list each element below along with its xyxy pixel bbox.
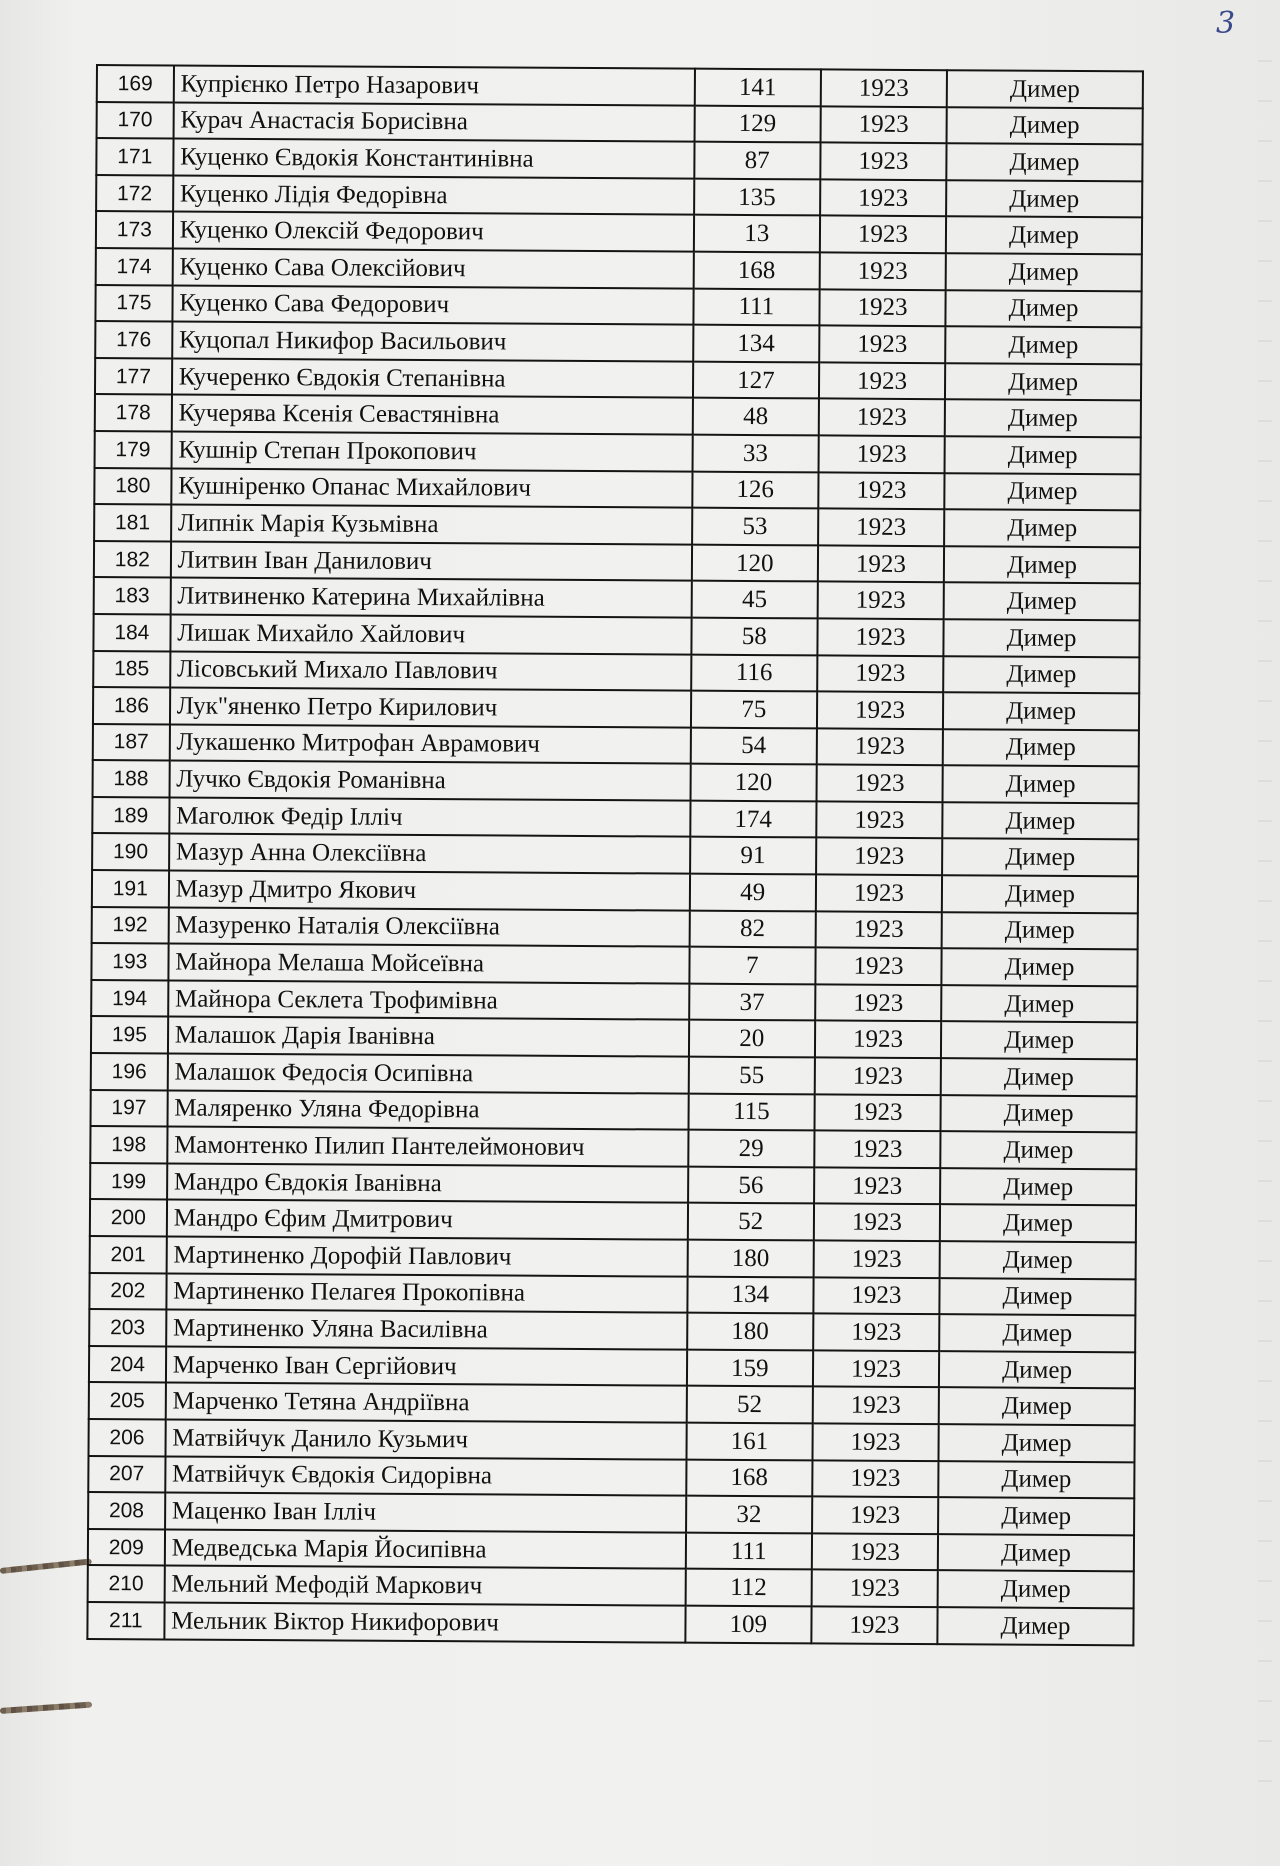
person-name-cell: Кушнір Степан Прокопович: [171, 431, 692, 471]
row-number-cell: 196: [91, 1053, 168, 1090]
row-number-cell: 208: [88, 1492, 165, 1529]
house-number-cell: 168: [686, 1459, 812, 1496]
village-cell: Димер: [943, 656, 1139, 694]
table-row: [90, 1126, 1136, 1169]
village-cell: Димер: [940, 1241, 1136, 1279]
year-cell: 1923: [811, 1606, 937, 1643]
table-row: [89, 1309, 1135, 1352]
person-name-cell: Куценко Лідія Федорівна: [173, 175, 694, 215]
table-row: [96, 138, 1142, 181]
year-cell: 1923: [814, 1094, 940, 1131]
table-row: [94, 468, 1140, 511]
table-row: [91, 1053, 1137, 1096]
year-cell: 1923: [821, 69, 947, 106]
table-row: [91, 1016, 1137, 1059]
person-name-cell: Мамонтенко Пилип Пантелеймонович: [167, 1127, 688, 1167]
village-cell: Димер: [943, 692, 1139, 730]
row-number-cell: 204: [89, 1346, 166, 1383]
house-number-cell: 135: [694, 178, 820, 215]
person-name-cell: Куценко Євдокія Константинівна: [173, 139, 694, 179]
village-cell: Димер: [937, 1607, 1133, 1645]
person-name-cell: Лукашенко Митрофан Аврамович: [169, 724, 690, 764]
person-name-cell: Литвин Іван Данилович: [171, 541, 692, 581]
row-number-cell: 175: [95, 285, 172, 322]
village-cell: Димер: [947, 70, 1143, 108]
house-number-cell: 58: [691, 618, 817, 655]
house-number-cell: 91: [690, 837, 816, 874]
year-cell: 1923: [816, 765, 942, 802]
person-name-cell: Маценко Іван Ілліч: [165, 1493, 686, 1533]
year-cell: 1923: [816, 838, 942, 875]
person-name-cell: Липнік Марія Кузьмівна: [171, 505, 692, 545]
person-name-cell: Кушніренко Опанас Михайлович: [171, 468, 692, 508]
table-row: [89, 1273, 1135, 1316]
table-row: [88, 1456, 1134, 1499]
year-cell: 1923: [816, 911, 942, 948]
table-row: [97, 102, 1143, 145]
village-cell: Димер: [945, 400, 1141, 438]
house-number-cell: 120: [692, 544, 818, 581]
person-name-cell: Марченко Тетяна Андріївна: [165, 1383, 686, 1423]
table-row: [95, 285, 1141, 328]
village-cell: Димер: [940, 1205, 1136, 1243]
house-number-cell: 87: [694, 142, 820, 179]
house-number-cell: 29: [688, 1130, 814, 1167]
table-row: [94, 577, 1140, 620]
house-number-cell: 161: [686, 1423, 812, 1460]
year-cell: 1923: [812, 1533, 938, 1570]
show-through-shading: [1258, 60, 1272, 1810]
row-number-cell: 194: [91, 980, 168, 1017]
house-number-cell: 109: [685, 1606, 811, 1643]
table-row: [95, 394, 1141, 437]
house-number-cell: 54: [690, 727, 816, 764]
village-cell: Димер: [945, 326, 1141, 364]
table-row: [93, 614, 1139, 657]
village-cell: Димер: [944, 583, 1140, 621]
row-number-cell: 188: [93, 760, 170, 797]
village-cell: Димер: [942, 802, 1138, 840]
year-cell: 1923: [820, 252, 946, 289]
binding-thread: [0, 1702, 92, 1714]
house-number-cell: 7: [689, 947, 815, 984]
house-number-cell: 180: [687, 1240, 813, 1277]
village-cell: Димер: [942, 839, 1138, 877]
year-cell: 1923: [817, 655, 943, 692]
person-name-cell: Маляренко Уляна Федорівна: [167, 1090, 688, 1130]
row-number-cell: 181: [94, 504, 171, 541]
house-number-cell: 52: [686, 1386, 812, 1423]
village-cell: Димер: [939, 1388, 1135, 1426]
row-number-cell: 191: [92, 870, 169, 907]
house-number-cell: 37: [689, 983, 815, 1020]
person-name-cell: Майнора Секлета Трофимівна: [168, 980, 689, 1020]
house-number-cell: 111: [693, 288, 819, 325]
person-name-cell: Мартиненко Уляна Василівна: [166, 1310, 687, 1350]
village-cell: Димер: [946, 143, 1142, 181]
row-number-cell: 193: [91, 943, 168, 980]
house-number-cell: 56: [688, 1166, 814, 1203]
village-cell: Димер: [943, 729, 1139, 767]
person-name-cell: Мандро Євдокія Іванівна: [167, 1163, 688, 1203]
year-cell: 1923: [813, 1240, 939, 1277]
row-number-cell: 179: [95, 431, 172, 468]
year-cell: 1923: [817, 618, 943, 655]
year-cell: 1923: [817, 692, 943, 729]
person-name-cell: Мандро Єфим Дмитрович: [167, 1200, 688, 1240]
table-row: [94, 504, 1140, 547]
house-number-cell: 45: [691, 581, 817, 618]
house-number-cell: 129: [694, 105, 820, 142]
year-cell: 1923: [815, 984, 941, 1021]
house-number-cell: 115: [688, 1093, 814, 1130]
row-number-cell: 190: [92, 833, 169, 870]
house-number-cell: 52: [688, 1203, 814, 1240]
row-number-cell: 210: [88, 1565, 165, 1602]
table-row: [92, 797, 1138, 840]
year-cell: 1923: [820, 143, 946, 180]
row-number-cell: 173: [96, 211, 173, 248]
year-cell: 1923: [812, 1460, 938, 1497]
village-cell: Димер: [938, 1571, 1134, 1609]
village-cell: Димер: [941, 1095, 1137, 1133]
house-number-cell: 13: [694, 215, 820, 252]
table-row: [97, 65, 1143, 108]
table-row: [91, 1090, 1137, 1133]
person-name-cell: Куцопал Никифор Васильович: [172, 322, 693, 362]
house-number-cell: 20: [689, 1020, 815, 1057]
house-number-cell: 141: [694, 69, 820, 106]
person-name-cell: Маголюк Федір Ілліч: [169, 797, 690, 837]
person-name-cell: Литвиненко Катерина Михайлівна: [170, 578, 691, 618]
village-cell: Димер: [938, 1461, 1134, 1499]
year-cell: 1923: [818, 545, 944, 582]
year-cell: 1923: [814, 1131, 940, 1168]
table-row: [87, 1602, 1133, 1645]
house-number-cell: 82: [689, 910, 815, 947]
year-cell: 1923: [819, 362, 945, 399]
table-row: [92, 907, 1138, 950]
village-cell: Димер: [942, 912, 1138, 950]
year-cell: 1923: [815, 948, 941, 985]
person-name-cell: Матвійчук Євдокія Сидорівна: [165, 1456, 686, 1496]
row-number-cell: 182: [94, 541, 171, 578]
row-number-cell: 203: [89, 1309, 166, 1346]
person-name-cell: Лісовський Михало Павлович: [170, 651, 691, 691]
row-number-cell: 187: [93, 724, 170, 761]
table-row: [88, 1492, 1134, 1535]
village-cell: Димер: [941, 1058, 1137, 1096]
village-cell: Димер: [945, 363, 1141, 401]
house-number-cell: 127: [693, 361, 819, 398]
person-name-cell: Куценко Сава Федорович: [172, 285, 693, 325]
table-row: [91, 943, 1137, 986]
village-cell: Димер: [940, 1131, 1136, 1169]
row-number-cell: 178: [95, 394, 172, 431]
row-number-cell: 200: [90, 1199, 167, 1236]
village-cell: Димер: [946, 217, 1142, 255]
house-number-cell: 111: [686, 1532, 812, 1569]
person-name-cell: Лишак Михайло Хайлович: [170, 614, 691, 654]
house-number-cell: 32: [686, 1496, 812, 1533]
row-number-cell: 195: [91, 1016, 168, 1053]
village-cell: Димер: [940, 1168, 1136, 1206]
table-row: [90, 1199, 1136, 1242]
row-number-cell: 180: [94, 468, 171, 505]
row-number-cell: 211: [87, 1602, 164, 1639]
year-cell: 1923: [814, 1167, 940, 1204]
table-row: [96, 211, 1142, 254]
year-cell: 1923: [819, 326, 945, 363]
table-row: [94, 541, 1140, 584]
row-number-cell: 183: [94, 577, 171, 614]
village-cell: Димер: [943, 765, 1139, 803]
person-name-cell: Лук"яненко Петро Кирилович: [170, 688, 691, 728]
year-cell: 1923: [812, 1423, 938, 1460]
person-name-cell: Лучко Євдокія Романівна: [169, 761, 690, 801]
row-number-cell: 201: [90, 1236, 167, 1273]
house-number-cell: 116: [691, 654, 817, 691]
row-number-cell: 174: [96, 248, 173, 285]
house-number-cell: 55: [688, 1057, 814, 1094]
table-row: [89, 1346, 1135, 1389]
village-cell: Димер: [947, 107, 1143, 145]
year-cell: 1923: [811, 1570, 937, 1607]
year-cell: 1923: [813, 1387, 939, 1424]
person-name-cell: Курач Анастасія Борисівна: [173, 102, 694, 142]
table-row: [95, 431, 1141, 474]
row-number-cell: 172: [96, 175, 173, 212]
row-number-cell: 192: [92, 907, 169, 944]
year-cell: 1923: [818, 472, 944, 509]
person-name-cell: Куценко Олексій Федорович: [173, 212, 694, 252]
table-row: [88, 1565, 1134, 1608]
table-row: [90, 1163, 1136, 1206]
year-cell: 1923: [813, 1314, 939, 1351]
person-name-cell: Медведська Марія Йосипівна: [165, 1529, 686, 1569]
house-number-cell: 134: [693, 325, 819, 362]
house-number-cell: 126: [692, 471, 818, 508]
village-cell: Димер: [941, 1022, 1137, 1060]
row-number-cell: 209: [88, 1529, 165, 1566]
table-row: [88, 1529, 1134, 1572]
village-cell: Димер: [939, 1278, 1135, 1316]
table-row: [95, 321, 1141, 364]
table-row: [96, 175, 1142, 218]
year-cell: 1923: [815, 1057, 941, 1094]
person-name-cell: Мельний Мефодій Маркович: [164, 1566, 685, 1606]
village-cell: Димер: [945, 436, 1141, 474]
row-number-cell: 169: [97, 65, 174, 102]
row-number-cell: 206: [88, 1419, 165, 1456]
page-number: 3: [1216, 6, 1236, 41]
village-cell: Димер: [939, 1314, 1135, 1352]
year-cell: 1923: [818, 582, 944, 619]
village-cell: Димер: [943, 619, 1139, 657]
year-cell: 1923: [818, 509, 944, 546]
person-name-cell: Майнора Мелаша Мойсеївна: [168, 944, 689, 984]
year-cell: 1923: [813, 1350, 939, 1387]
village-cell: Димер: [946, 180, 1142, 218]
village-cell: Димер: [938, 1497, 1134, 1535]
row-number-cell: 205: [89, 1382, 166, 1419]
person-name-cell: Матвійчук Данило Кузьмич: [165, 1419, 686, 1459]
year-cell: 1923: [816, 874, 942, 911]
table-row: [91, 980, 1137, 1023]
person-name-cell: Малашок Федосія Осипівна: [167, 1053, 688, 1093]
year-cell: 1923: [820, 106, 946, 143]
row-number-cell: 176: [95, 321, 172, 358]
table-row: [92, 870, 1138, 913]
village-cell: Димер: [939, 1351, 1135, 1389]
village-cell: Димер: [944, 473, 1140, 511]
village-cell: Димер: [942, 875, 1138, 913]
village-cell: Димер: [944, 509, 1140, 547]
person-name-cell: Мартиненко Дорофій Павлович: [166, 1236, 687, 1276]
house-number-cell: 120: [690, 764, 816, 801]
house-number-cell: 75: [691, 691, 817, 728]
row-number-cell: 170: [97, 102, 174, 139]
year-cell: 1923: [820, 179, 946, 216]
person-name-cell: Кучеренко Євдокія Степанівна: [172, 358, 693, 398]
village-cell: Димер: [938, 1534, 1134, 1572]
table-row: [93, 760, 1139, 803]
table-row: [93, 650, 1139, 693]
year-cell: 1923: [818, 435, 944, 472]
row-number-cell: 184: [93, 614, 170, 651]
person-name-cell: Кучерява Ксенія Севастянівна: [171, 395, 692, 435]
row-number-cell: 199: [90, 1163, 167, 1200]
row-number-cell: 185: [93, 650, 170, 687]
village-cell: Димер: [944, 546, 1140, 584]
row-number-cell: 186: [93, 687, 170, 724]
row-number-cell: 189: [92, 797, 169, 834]
person-name-cell: Мартиненко Пелагея Прокопівна: [166, 1273, 687, 1313]
person-name-cell: Марченко Іван Сергійович: [166, 1346, 687, 1386]
year-cell: 1923: [819, 289, 945, 326]
table-row: [95, 358, 1141, 401]
year-cell: 1923: [817, 728, 943, 765]
house-number-cell: 112: [685, 1569, 811, 1606]
table-row: [96, 248, 1142, 291]
person-name-cell: Куценко Сава Олексійович: [172, 248, 693, 288]
year-cell: 1923: [812, 1497, 938, 1534]
village-cell: Димер: [941, 985, 1137, 1023]
house-number-cell: 180: [687, 1313, 813, 1350]
house-number-cell: 53: [692, 508, 818, 545]
person-name-cell: Мазуренко Наталія Олексіївна: [168, 907, 689, 947]
person-name-cell: Мазур Дмитро Якович: [169, 871, 690, 911]
row-number-cell: 198: [90, 1126, 167, 1163]
village-cell: Димер: [939, 1424, 1135, 1462]
binding-thread: [0, 1558, 92, 1574]
person-name-cell: Купрієнко Петро Назарович: [173, 65, 694, 105]
row-number-cell: 202: [89, 1273, 166, 1310]
village-cell: Димер: [941, 948, 1137, 986]
table-row: [93, 724, 1139, 767]
house-number-cell: 168: [693, 252, 819, 289]
year-cell: 1923: [815, 1021, 941, 1058]
house-number-cell: 159: [687, 1349, 813, 1386]
table-row: [93, 687, 1139, 730]
year-cell: 1923: [814, 1204, 940, 1241]
house-number-cell: 134: [687, 1276, 813, 1313]
row-number-cell: 171: [96, 138, 173, 175]
table-row: [90, 1236, 1136, 1279]
records-table: [86, 64, 1144, 1646]
person-name-cell: Мельник Віктор Никифорович: [164, 1602, 685, 1642]
row-number-cell: 197: [91, 1090, 168, 1127]
row-number-cell: 177: [95, 358, 172, 395]
village-cell: Димер: [946, 253, 1142, 291]
person-name-cell: Малашок Дарія Іванівна: [168, 1017, 689, 1057]
year-cell: 1923: [820, 216, 946, 253]
row-number-cell: 207: [88, 1456, 165, 1493]
year-cell: 1923: [819, 399, 945, 436]
house-number-cell: 48: [692, 398, 818, 435]
table-row: [92, 833, 1138, 876]
table-row: [89, 1382, 1135, 1425]
village-cell: Димер: [946, 290, 1142, 328]
house-number-cell: 33: [692, 435, 818, 472]
house-number-cell: 174: [690, 801, 816, 838]
table-row: [88, 1419, 1134, 1462]
house-number-cell: 49: [690, 874, 816, 911]
year-cell: 1923: [816, 801, 942, 838]
person-name-cell: Мазур Анна Олексіївна: [169, 834, 690, 874]
year-cell: 1923: [813, 1277, 939, 1314]
